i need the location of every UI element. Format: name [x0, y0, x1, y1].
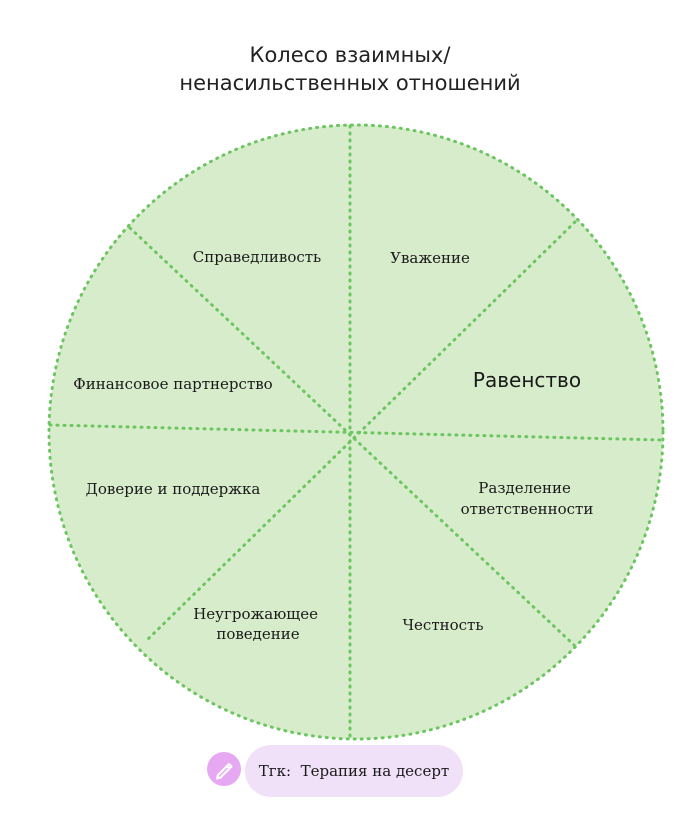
sector-label-trust-and-support: Доверие и поддержка — [85, 480, 261, 498]
sector-label-honesty: Честность — [402, 616, 484, 634]
sector-label-line: Разделение — [478, 479, 571, 497]
sector-label-fairness: Справедливость — [192, 248, 322, 266]
channel-link-pill[interactable]: Тгк: Терапия на десерт — [245, 745, 463, 797]
diagram-title-line1: Колесо взаимных/ — [249, 43, 451, 67]
pencil-icon — [207, 752, 241, 786]
sector-label-line: ответственности — [460, 500, 594, 518]
sector-label-economic-partnership: Финансовое партнерство — [73, 375, 273, 393]
sector-label-line: Неугрожающее — [193, 605, 318, 623]
diagram-title-line2: ненасильственных отношений — [179, 71, 521, 95]
sector-label-line: поведение — [216, 625, 300, 643]
sector-label-respect: Уважение — [390, 249, 470, 267]
wheel-circle — [49, 125, 663, 739]
sector-label-equality: Равенство — [472, 368, 582, 392]
